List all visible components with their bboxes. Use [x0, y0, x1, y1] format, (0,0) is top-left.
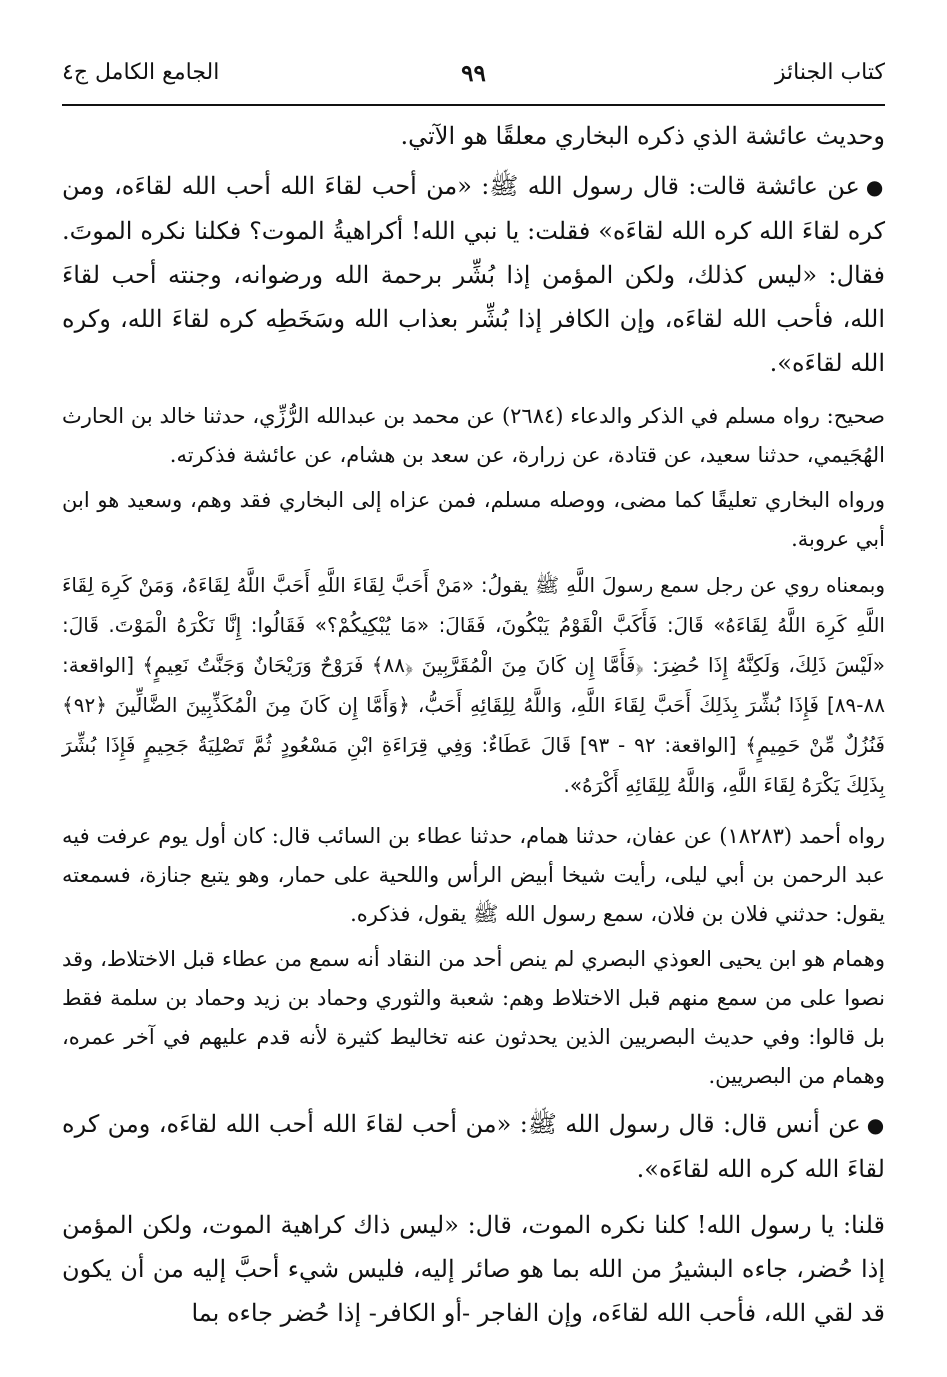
- takhrij-muslim: صحيح: رواه مسلم في الذكر والدعاء (٢٦٨٤) عن محمد بن عبدالله الرُّزِّي، حدثنا خالد بن الحارث الهُجَيمي، حدثنا سعيد، عن قتادة، عن زرارة، عن سعد بن هشام، عن عائشة فذكرته.: [62, 404, 885, 467]
- page-body: [62, 114, 885, 1335]
- bullet-icon: ●: [865, 175, 885, 199]
- hadith-aisha: [62, 164, 885, 385]
- header-rule: [62, 104, 885, 106]
- page-header: [62, 52, 885, 96]
- related-narration: وبمعناه روي عن رجل سمع رسولَ اللَّهِ ﷺ يقولُ: «مَنْ أَحَبَّ لِقَاءَ اللَّهِ أَحَبَّ اللَّهُ لِقَاءَهُ، وَمَنْ كَرِهَ لِقَاءَ اللَّهِ كَرِهَ اللَّهُ لِقَاءَهُ» قَالَ: فَأَكَبَّ الْقَوْمُ يَبْكُونَ، فَقَالَ: «مَا يُبْكِيكُمْ؟» فَقَالُوا: إِنَّا نَكْرَهُ الْمَوْتَ. قَالَ: «لَيْسَ ذَلِكَ، وَلَكِنَّهُ إِذَا حُضِرَ: ﴿فَأَمَّا إِن كَانَ مِنَ الْمُقَرَّبِينَ ﴿٨٨﴾ فَرَوْحٌ وَرَيْحَانٌ وَجَنَّتُ نَعِيمٍ﴾ [الواقعة: ٨٨-٨٩] فَإِذَا بُشِّرَ بِذَلِكَ أَحَبَّ لِقَاءَ اللَّهِ، وَاللَّهُ لِلِقَائِهِ أَحَبُّ، ﴿وَأَمَّا إِن كَانَ مِنَ الْمُكَذِّبِينَ الضَّالِّينَ ﴿٩٢﴾ فَنُزُلٌ مِّنْ حَمِيمٍ﴾ [الواقعة: ٩٢ - ٩٣] قَالَ عَطَاءٌ: وَفِي قِرَاءَةِ ابْنِ مَسْعُودٍ ثُمَّ تَصْلِيَةُ جَحِيمٍ فَإِذَا بُشِّرَ بِذَلِكَ يَكْرَهُ لِقَاءَ اللَّهِ، وَاللَّهُ لِلِقَائِهِ أَكْرَهُ».: [62, 573, 885, 797]
- note-bukhari: ورواه البخاري تعليقًا كما مضى، ووصله مسلم، فمن عزاه إلى البخاري فقد وهم، وسعيد هو ابن أبي عروبة.: [62, 488, 885, 551]
- takhrij-ahmad: رواه أحمد (١٨٢٨٣) عن عفان، حدثنا همام، حدثنا عطاء بن السائب قال: كان أول يوم عرفت فيه عبد الرحمن بن أبي ليلى، رأيت شيخا أبيض الرأس واللحية على حمار، وهو يتبع جنازة، فسمعته يقول: حدثني فلان بن فلان، سمع رسول الله ﷺ يقول، فذكره.: [62, 824, 885, 926]
- hadith-aisha-text: عن عائشة قالت: قال رسول الله ﷺ: «من أحب لقاءَ الله أحب الله لقاءَه، ومن كره لقاءَ الله كره الله لقاءَه» فقلت: يا نبي الله! أكراهيةُ الموت؟ فكلنا نكره الموتَ. فقال: «ليس كذلك، ولكن المؤمن إذا بُشِّر برحمة الله ورضوانه، وجنته أحب لقاءَ الله، فأحب الله لقاءَه، وإن الكافر إذا بُشِّر بعذاب الله وسَخَطِه كره لقاءَ الله، وكره الله لقاءَه».: [62, 172, 886, 377]
- intro-paragraph: وحديث عائشة الذي ذكره البخاري معلقًا هو الآتي.: [400, 122, 885, 150]
- bullet-icon: ●: [866, 1113, 885, 1137]
- hadith-anas-continuation: قلنا: يا رسول الله! كلنا نكره الموت، قال: «ليس ذاك كراهية الموت، ولكن المؤمن إذا حُضر، جاءه البشيرُ من الله بما هو صائر إليه، فليس شيء أحبَّ إليه من أن يكون قد لقي الله، فأحب الله لقاءَه، وإن الفاجر -أو الكافر- إذا حُضر جاءه بما: [62, 1211, 885, 1327]
- hadith-anas-text: عن أنس قال: قال رسول الله ﷺ: «من أحب لقاءَ الله أحب الله لقاءَه، ومن كره لقاءَ الله كره الله لقاءَه».: [62, 1110, 885, 1183]
- volume-title: الجامع الكامل ج٤: [62, 60, 220, 85]
- hadith-anas: [62, 1102, 885, 1191]
- book-title: كتاب الجنائز: [774, 60, 885, 85]
- page-number: ٩٩: [461, 60, 486, 87]
- note-hammam: وهمام هو ابن يحيى العوذي البصري لم ينص أحد من النقاد أنه سمع من عطاء قبل الاختلاط، وقد نصوا على من سمع منهم قبل الاختلاط وهم: شعبة والثوري وحماد بن زيد وحماد بن سلمة فقط بل قالوا: وفي حديث البصريين الذين يحدثون عنه تخاليط كثيرة لأنه قدم عليهم في آخر عمره، وهمام من البصريين.: [62, 947, 885, 1088]
